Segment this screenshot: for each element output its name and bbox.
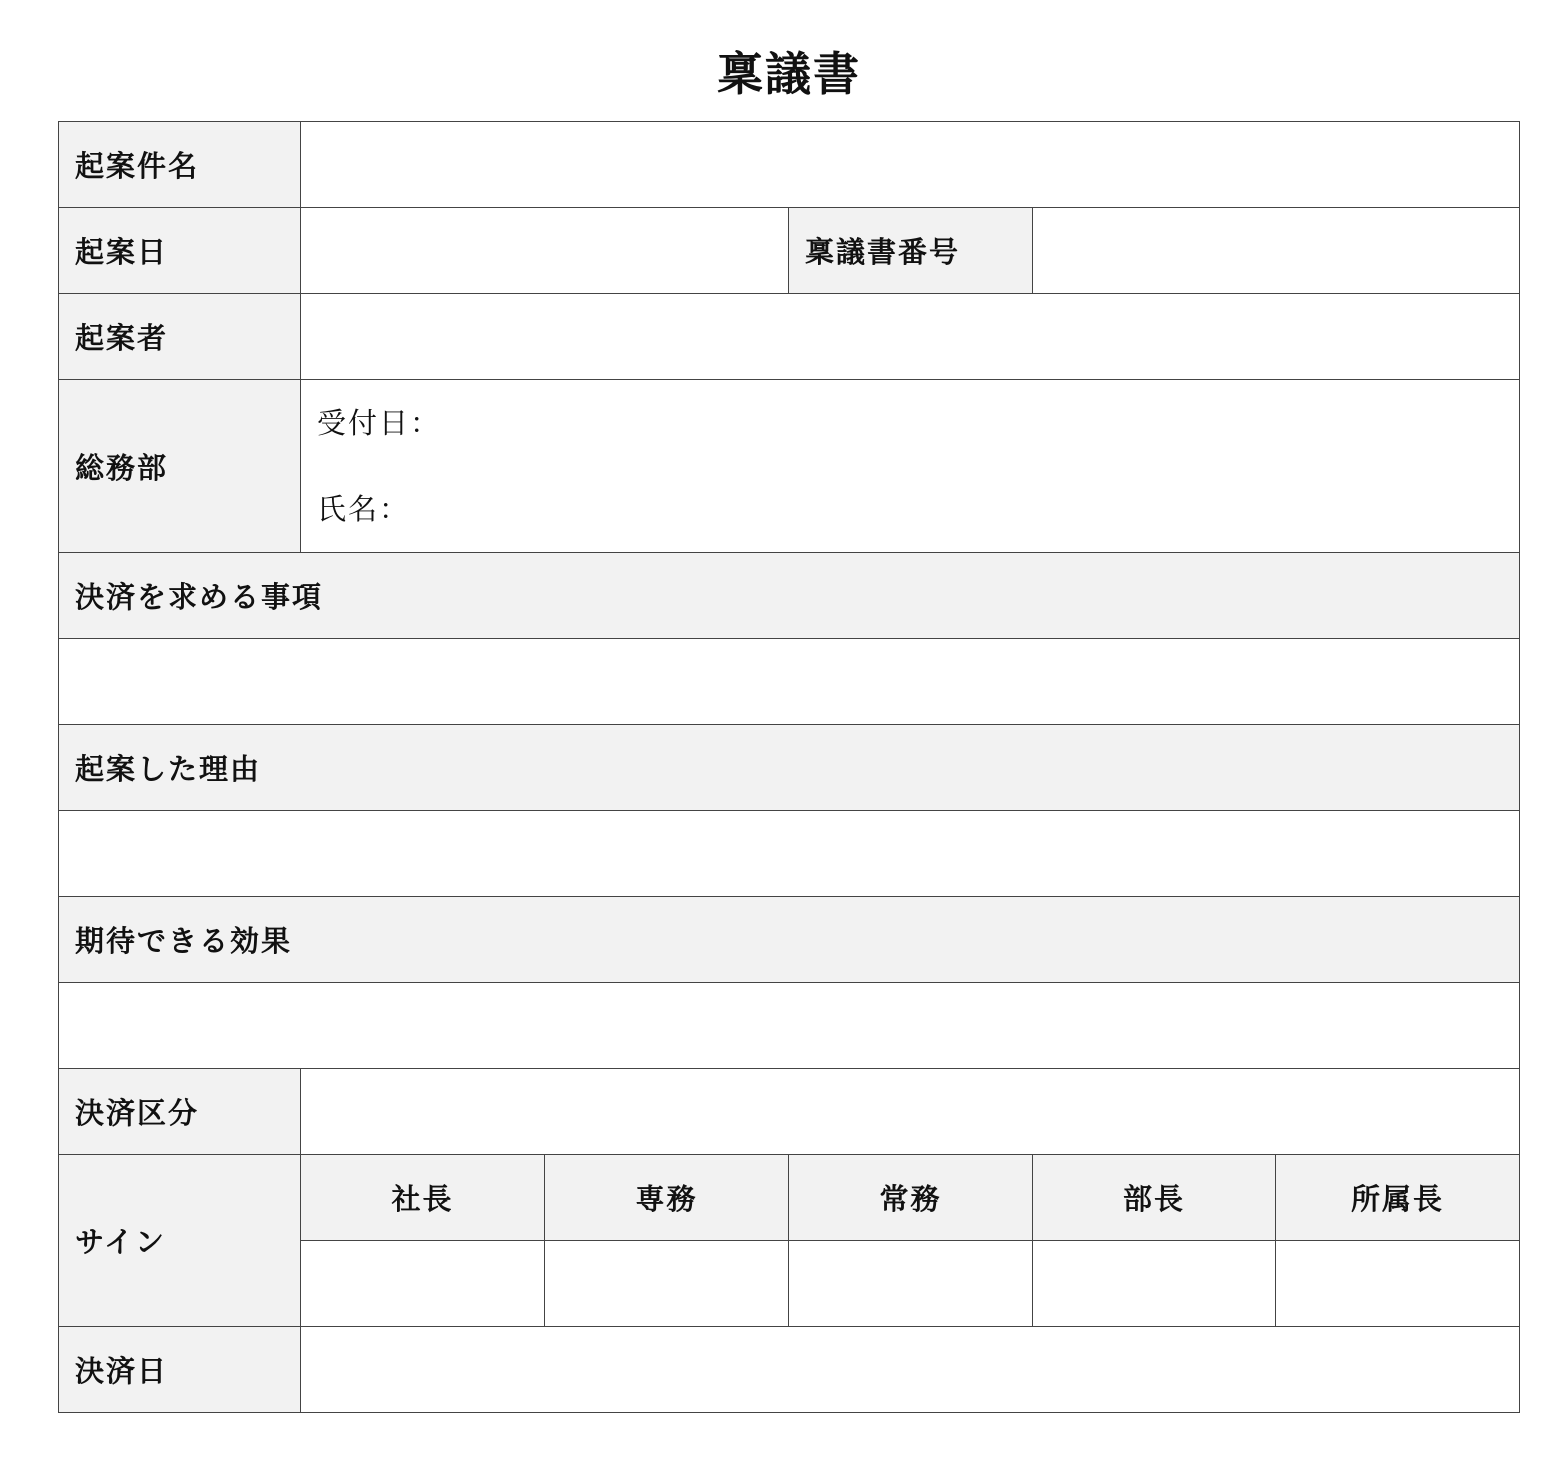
decision-items-field[interactable]: [59, 639, 1520, 725]
sign-president-box[interactable]: [301, 1241, 545, 1327]
document-title: 稟議書: [717, 47, 861, 101]
expected-effect-field[interactable]: [59, 983, 1520, 1069]
row-decision-date: [59, 1327, 1520, 1413]
sign-label: サイン: [59, 1155, 301, 1327]
reason-field[interactable]: [59, 811, 1520, 897]
row-date: [59, 208, 1520, 294]
row-effect-header: [59, 897, 1520, 983]
doc-number-label: 稟議書番号: [789, 208, 1033, 294]
expected-effect-heading: 期待できる効果: [59, 897, 1520, 983]
row-effect: [59, 983, 1520, 1069]
row-decision-category: [59, 1069, 1520, 1155]
row-decision-items: [59, 639, 1520, 725]
reception-field[interactable]: [301, 380, 1520, 553]
row-subject: [59, 122, 1520, 208]
approval-form-table: [58, 121, 1520, 1413]
general-affairs-label: 総務部: [59, 380, 301, 553]
row-reason: [59, 811, 1520, 897]
sign-president-label: 社長: [301, 1155, 545, 1241]
reception-date-label: 受付日：: [317, 406, 442, 440]
reception-name-label: 氏名：: [317, 492, 411, 526]
reason-heading: 起案した理由: [59, 725, 1520, 811]
sign-section-head-label: 所属長: [1276, 1155, 1520, 1241]
row-reason-header: [59, 725, 1520, 811]
draft-date-label: 起案日: [59, 208, 301, 294]
sign-department-head-box[interactable]: [1033, 1241, 1276, 1327]
row-decision-items-header: [59, 553, 1520, 639]
sign-department-head-label: 部長: [1033, 1155, 1276, 1241]
doc-number-field[interactable]: [1033, 208, 1520, 294]
sign-managing-director-label: 常務: [789, 1155, 1033, 1241]
decision-category-field[interactable]: [301, 1069, 1520, 1155]
decision-date-field[interactable]: [301, 1327, 1520, 1413]
draft-date-field[interactable]: [301, 208, 789, 294]
sign-managing-director-box[interactable]: [789, 1241, 1033, 1327]
decision-date-label: 決済日: [59, 1327, 301, 1413]
subject-label: 起案件名: [59, 122, 301, 208]
drafter-field[interactable]: [301, 294, 1520, 380]
sign-senior-director-box[interactable]: [545, 1241, 789, 1327]
sign-senior-director-label: 専務: [545, 1155, 789, 1241]
sign-section-head-box[interactable]: [1276, 1241, 1520, 1327]
row-general-affairs: [59, 380, 1520, 553]
row-sign-header: [59, 1155, 1520, 1241]
drafter-label: 起案者: [59, 294, 301, 380]
row-drafter: [59, 294, 1520, 380]
decision-items-heading: 決済を求める事項: [59, 553, 1520, 639]
decision-category-label: 決済区分: [59, 1069, 301, 1155]
subject-field[interactable]: [301, 122, 1520, 208]
